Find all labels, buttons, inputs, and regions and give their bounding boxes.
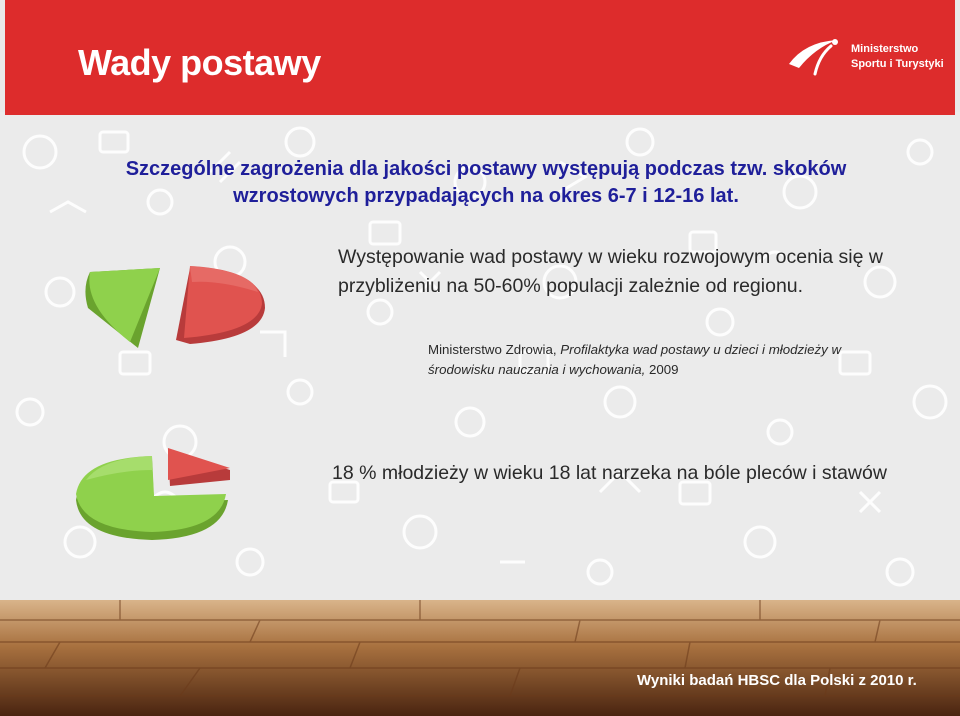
logo-text: [851, 42, 944, 72]
ministry-logo-icon: [785, 34, 843, 78]
headline: Szczególne zagrożenia dla jakości postawy występują podczas tzw. skoków wzrostowych przypadających na okres 6-7 i 12-16 lat.: [125, 158, 847, 207]
stat-bole-plecow: 18 % młodzieży w wieku 18 lat narzeka na bóle pleców i stawów: [332, 462, 887, 484]
source-title: Profilaktyka wad postawy u dzieci i młodzieży w środowisku nauczania i wychowania,: [428, 342, 842, 377]
page-title: Wady postawy: [78, 42, 321, 83]
logo-line-1: Ministerstwo: [851, 43, 919, 55]
source-year: 2009: [649, 362, 679, 377]
footer-source: Wyniki badań HBSC dla Polski z 2010 r.: [637, 672, 917, 689]
ministry-logo: [785, 30, 950, 86]
wooden-floor: [0, 600, 960, 716]
pie-chart-bole-plecow: [72, 440, 238, 545]
stat-wady-postawy: Występowanie wad postawy w wieku rozwojowym ocenia się w przybliżeniu na 50-60% populacji zależnie od regionu.: [338, 246, 883, 297]
source-author: Ministerstwo Zdrowia,: [428, 342, 557, 357]
header-bar: [5, 0, 955, 115]
pie-chart-wady-postawy: [80, 258, 275, 360]
source-citation: [428, 340, 898, 380]
logo-line-2: Sportu i Turystyki: [851, 58, 944, 70]
